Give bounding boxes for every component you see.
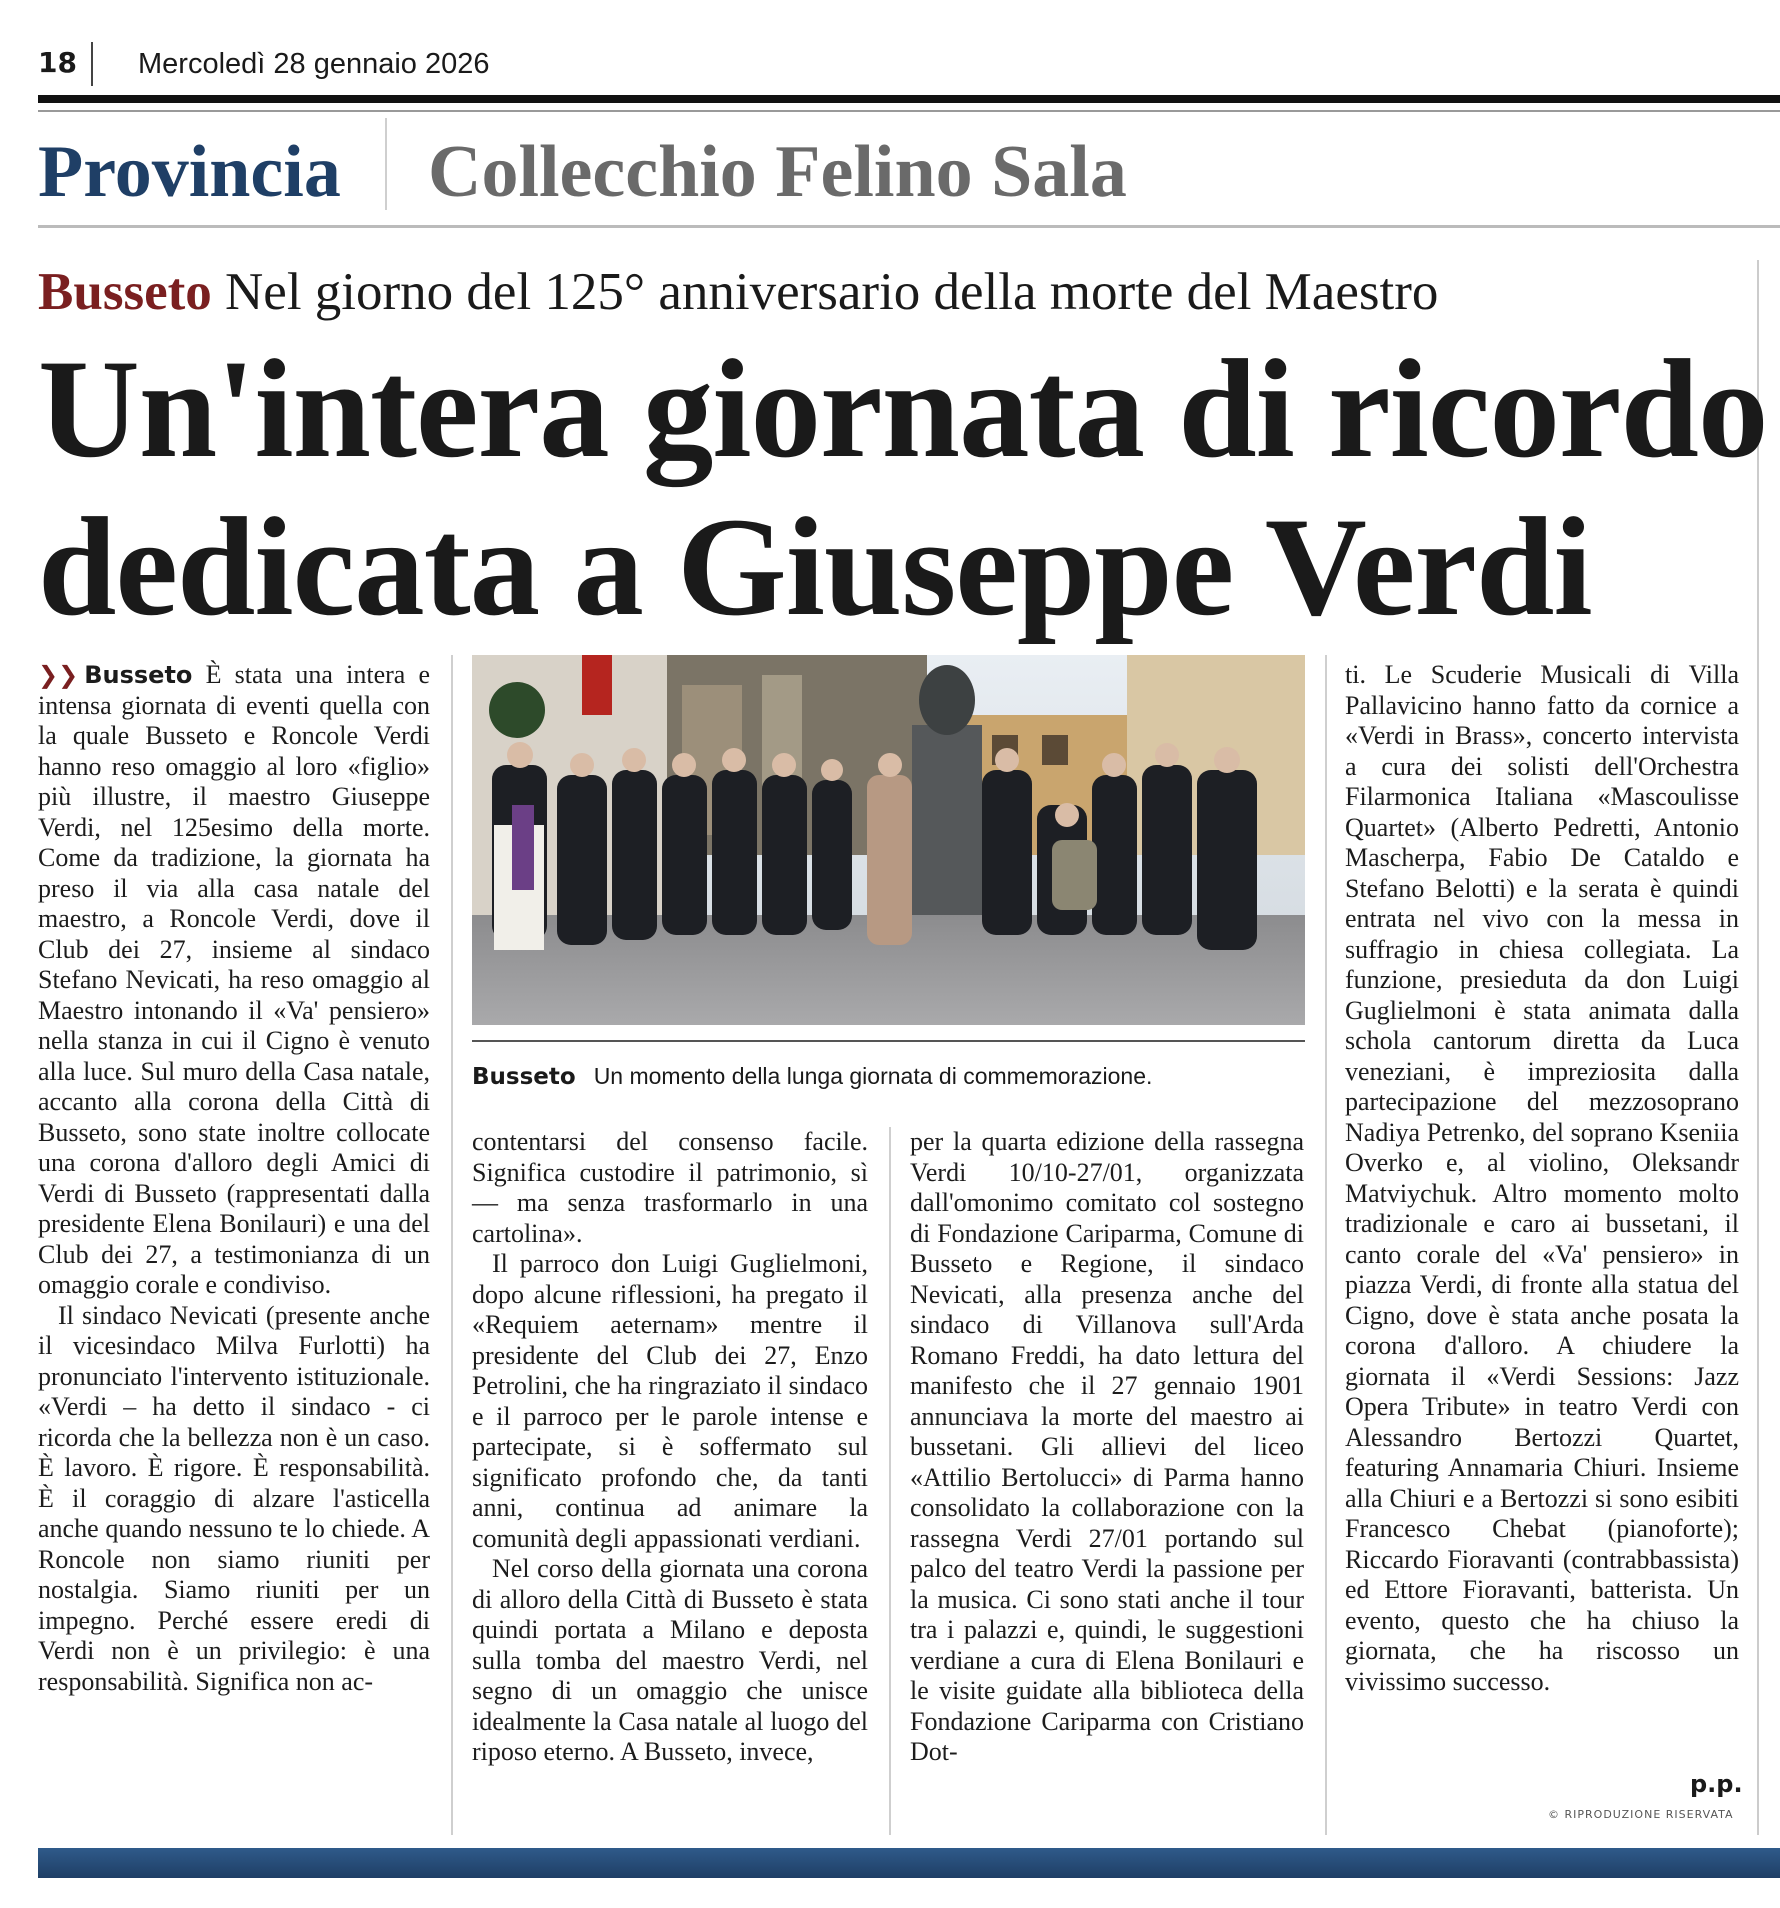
header-separator [91,42,93,86]
kicker-place: Busseto [38,263,212,321]
header-rule-thin [38,110,1780,112]
article-column-3 [910,1127,1304,1768]
issue-date: Mercoledì 28 gennaio 2026 [138,48,490,80]
paragraph: È stata una intera e intensa giornata di eventi quella con la quale Busseto e Roncole Verdi hanno reso omaggio al loro «figlio» più illustre, il maestro Giuseppe Verdi, nel 125esimo della morte. Come da tradizione, la giornata ha preso il via alla casa natale del maestro, a Roncole Verdi, dove il Club dei 27, insieme al sindaco Stefano Nevicati, ha reso omaggio al Maestro intonando il «Va' pensiero» nella stanza in cui il Cigno è venuto alla luce. Sul muro della Casa natale, accanto alla corona della Città di Busseto, sono state inoltre collocate una corona d'alloro degli Amici di Verdi di Busseto (rappresentati dalla presidente Elena Bonilauri) e una del Club dei 27, a testimonianza di un omaggio corale e condiviso. [38,660,431,1299]
paragraph: Il sindaco Nevicati (presente anche il vicesindaco Milva Furlotti) ha pronunciato l'intervento istituzionale. «Verdi – ha detto il sindaco - ci ricorda che la bellezza non è un caso. È lavoro. È rigore. È responsabilità. È il coraggio di alzare l'asticella anche quando nessuno te lo chiede. A Roncole non siamo riuniti per nostalgia. Siamo riuniti per un impegno. Perché essere eredi di Verdi non è un privilegio: è una responsabilità. Significa non ac- [38,1300,430,1696]
page-number: 18 [38,46,77,79]
photo-caption [472,1063,1152,1090]
kicker-text: Nel giorno del 125° anniversario della morte del Maestro [225,263,1439,321]
paragraph: Il parroco don Luigi Guglielmoni, dopo alcune riflessioni, ha pregato il «Requiem aeternam» mentre il presidente del Club dei 27, Enzo Petrolini, che ha ringraziato il sindaco e il parroco per le parole intense e partecipate, si è soffermato sul significato profondo che, da tanti anni, continua ad animare la comunità degli appassionati verdiani. [472,1249,868,1553]
paragraph: ti. Le Scuderie Musicali di Villa Pallavicino hanno fatto da cornice a «Verdi in Brass», concerto intervista a cura dei solisti dell'Orchestra Filarmonica Italiana «Mascoulisse Quartet» (Alberto Pedretti, Antonio Mascherpa, Fabio De Cataldo e Stefano Belotti) e la serata è quindi entrata nel vivo con la messa in suffragio in chiesa collegiata. La funzione, presieduta da don Luigi Guglielmoni è stata animata dalla schola cantorum diretta da Luca veneziani, è impreziosita dalla partecipazione del mezzosoprano Nadiya Petrenko, del soprano Kseniia Overko e, al violino, Oleksandr Matviychuk. Altro momento molto tradizionale e caro ai bussetani, il canto corale del «Va' pensiero» in piazza Verdi, di fronte alla statua del Cigno, dove è stata anche posata la corona d'alloro. A chiudere la giornata il «Verdi Sessions: Jazz Opera Tribute» in teatro Verdi con Alessandro Bertozzi Quartet, featuring Annamaria Chiuri. Insieme alla Chiuri e a Bertozzi si sono esibiti Francesco Chebat (pianoforte); Riccardo Fioravanti (contrabbassista) ed Ettore Fioravanti, batterista. Un evento, questo che ha chiuso la giornata, che ha riscosso un vivissimo successo. [1345,660,1739,1696]
group-photo-image [472,655,1305,1025]
headline-line-1: Un'intera giornata di ricordo [38,331,1768,487]
footer-bar [38,1848,1780,1878]
headline-line-2: dedicata a Giuseppe Verdi [38,489,1592,645]
column-separator [889,1127,891,1835]
caption-text: Un momento della lunga giornata di commemorazione. [593,1063,1153,1089]
paragraph: contentarsi del consenso facile. Significa custodire il patrimonio, sì — ma senza trasformarlo in una cartolina». [472,1127,868,1248]
reproduction-note: © RIPRODUZIONE RISERVATA [1548,1808,1734,1821]
author-signature: p.p. [1690,1770,1743,1798]
paragraph: Nel corso della giornata una corona di alloro della Città di Busseto è stata quindi portata a Milano e deposta sulla tomba del maestro Verdi, nel segno di un omaggio che unisce idealmente la Casa natale al luogo del riposo eterno. A Busseto, invece, [472,1554,868,1766]
dateline: Busseto [84,661,193,689]
photo [472,655,1305,1025]
kicker [38,262,1438,322]
section-rule [38,225,1780,228]
header-rule [38,95,1780,103]
section-towns: Collecchio Felino Sala [428,131,1127,213]
caption-rule [472,1040,1305,1042]
headline [38,330,1767,646]
article-column-4 [1345,660,1739,1697]
article-column-2 [472,1127,868,1768]
caption-place: Busseto [472,1064,576,1090]
article-column-1 [38,660,430,1697]
column-separator [1325,655,1327,1835]
section-separator [385,118,387,210]
section-name: Provincia [38,131,341,213]
dateline-arrow-icon: ❯❯ [38,661,79,689]
paragraph: per la quarta edizione della rassegna Verdi 10/10-27/01, organizzata dall'omonimo comitato col sostegno di Fondazione Cariparma, Comune di Busseto e Regione, il sindaco Nevicati, alla presenza anche del sindaco di Villanova sull'Arda Romano Freddi, ha dato lettura del manifesto che il 27 gennaio 1901 annunciava la morte del maestro ai bussetani. Gli allievi del liceo «Attilio Bertolucci» di Parma hanno consolidato la collaborazione con la rassegna Verdi 27/01 portando sul palco del teatro Verdi la passione per la musica. Ci sono stati anche il tour tra i palazzi e, quindi, le suggestioni verdiane a cura di Elena Bonilauri e le visite guidate alla biblioteca della Fondazione Cariparma con Cristiano Dot- [910,1127,1304,1766]
column-separator [451,655,453,1835]
